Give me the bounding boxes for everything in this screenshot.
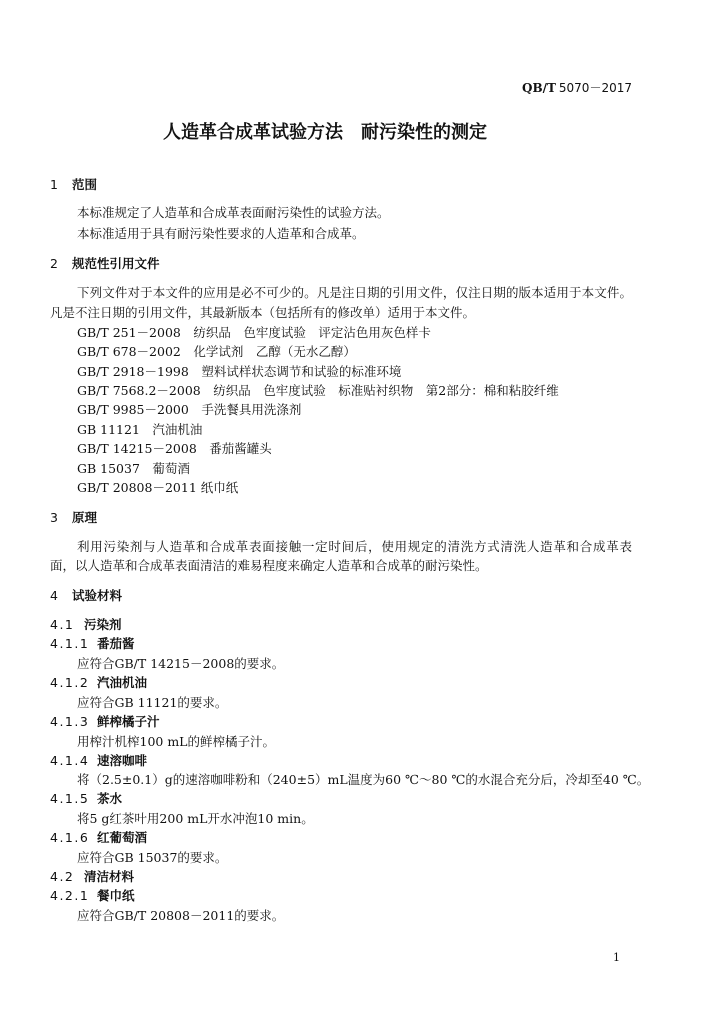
section-number: 2 [50,256,60,271]
clause-title: 餐巾纸 [97,888,135,903]
clause-text: 应符合GB/T 14215－2008的要求。 [77,656,285,671]
clause-title: 鲜榨橘子汁 [97,714,160,729]
subsection-4-2-heading [50,869,135,885]
reference-item: GB/T 2918－1998 塑料试样状态调节和试验的标准环境 [77,364,402,379]
clause-heading [50,753,148,769]
clause-title: 番茄酱 [97,636,135,651]
section-3-heading [50,510,98,526]
subsection-4-1-heading [50,617,122,633]
clause-title: 红葡萄酒 [97,830,148,845]
clause-text: 将（2.5±0.1）g的速溶咖啡粉和（240±5）mL温度为60 ℃～80 ℃的水混合充分后，冷却至40 ℃。 [77,772,650,787]
reference-item: GB/T 678－2002 化学试剂 乙醇（无水乙醇） [77,344,356,359]
subsection-number: 4.2 [50,869,75,884]
reference-item: GB/T 14215－2008 番茄酱罐头 [77,441,272,456]
section-title: 试验材料 [72,588,123,603]
subsection-title: 清洁材料 [84,869,135,884]
clause-number: 4.1.1 [50,636,90,651]
reference-item: GB 11121 汽油机油 [77,422,203,437]
clause-title: 茶水 [97,791,123,806]
clause-number: 4.1.6 [50,830,90,845]
clause-heading [50,714,160,730]
reference-item: GB/T 20808－2011 纸巾纸 [77,480,239,495]
clause-number: 4.1.3 [50,714,90,729]
reference-item: GB 15037 葡萄酒 [77,461,190,476]
section-title: 范围 [72,177,98,192]
clause-number: 4.1.2 [50,675,90,690]
clause-heading [50,888,135,904]
clause-number: 4.1.5 [50,791,90,806]
paragraph-line: 下列文件对于本文件的应用是必不可少的。凡是注日期的引用文件，仅注日期的版本适用于本文件。 [77,285,632,300]
section-number: 1 [50,177,60,192]
clause-title: 汽油机油 [97,675,148,690]
clause-title: 速溶咖啡 [97,753,148,768]
document-title: 人造革合成革试验方法 耐污染性的测定 [163,122,487,143]
section-4-heading [50,588,123,604]
standard-code-prefix: QB/T [521,81,556,95]
clause-heading [50,675,148,691]
section-title: 原理 [72,510,98,525]
paragraph-line: 凡是不注日期的引用文件，其最新版本（包括所有的修改单）适用于本文件。 [50,305,476,320]
paragraph-line: 本标准适用于具有耐污染性要求的人造革和合成革。 [77,226,365,241]
subsection-title: 污染剂 [84,617,122,632]
section-title: 规范性引用文件 [72,256,160,271]
page-number: 1 [613,951,620,964]
clause-text: 应符合GB/T 20808－2011的要求。 [77,908,285,923]
section-number: 4 [50,588,60,603]
subsection-number: 4.1 [50,617,75,632]
reference-item: GB/T 7568.2－2008 纺织品 色牢度试验 标准贴衬织物 第2部分：棉和粘胶纤维 [77,383,559,398]
reference-item: GB/T 9985－2000 手洗餐具用洗涤剂 [77,402,302,417]
standard-code [522,80,632,96]
clause-text: 应符合GB 11121的要求。 [77,695,228,710]
paragraph-line: 面，以人造革和合成革表面清洁的难易程度来确定人造革和合成革的耐污染性。 [50,558,488,573]
clause-heading [50,830,148,846]
clause-number: 4.2.1 [50,888,90,903]
clause-text: 用榨汁机榨100 mL的鲜榨橘子汁。 [77,734,275,749]
paragraph-line: 利用污染剂与人造革和合成革表面接触一定时间后，使用规定的清洗方式清洗人造革和合成革表 [77,539,632,554]
clause-number: 4.1.4 [50,753,90,768]
clause-heading [50,791,123,807]
clause-heading [50,636,135,652]
reference-item: GB/T 251－2008 纺织品 色牢度试验 评定沾色用灰色样卡 [77,325,431,340]
standard-code-number: 5070－2017 [558,81,632,95]
clause-text: 将5 g红茶叶用200 mL开水冲泡10 min。 [77,811,314,826]
clause-text: 应符合GB 15037的要求。 [77,850,228,865]
section-number: 3 [50,510,60,525]
paragraph-line: 本标准规定了人造革和合成革表面耐污染性的试验方法。 [77,205,390,220]
section-2-heading [50,256,160,272]
section-1-heading [50,177,98,193]
